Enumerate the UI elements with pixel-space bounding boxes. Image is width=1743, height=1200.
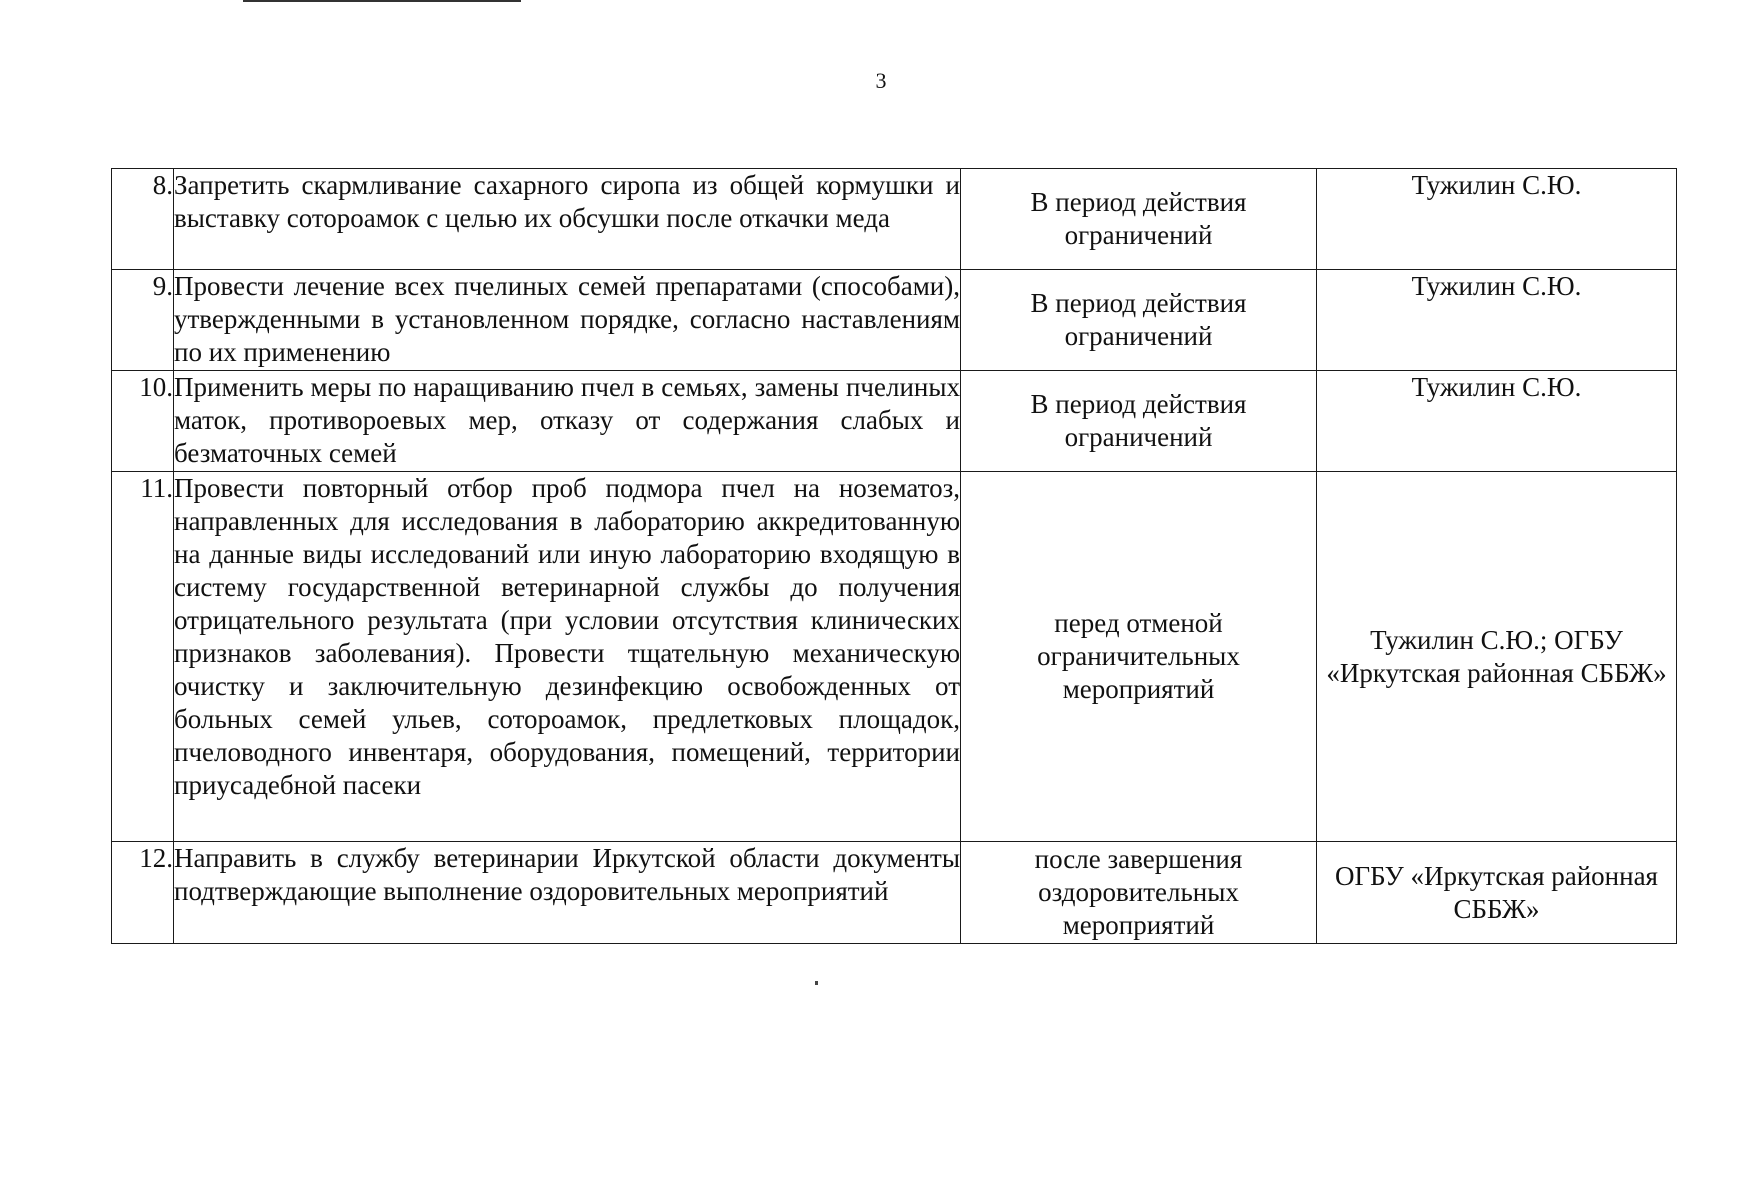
page-number: 3: [875, 68, 887, 93]
table-row: [112, 371, 1677, 472]
responsible-cell: Тужилин С.Ю.: [1317, 169, 1677, 270]
responsible-cell: Тужилин С.Ю.; ОГБУ «Иркутская районная СББЖ»: [1317, 472, 1677, 842]
responsible-cell: Тужилин С.Ю.: [1317, 270, 1677, 371]
responsible-cell: Тужилин С.Ю.: [1317, 371, 1677, 472]
measures-table: [111, 168, 1677, 944]
row-number: 9.: [112, 270, 174, 371]
term-cell: после завершения оздоровительных мероприятий: [961, 842, 1317, 944]
row-number: 11.: [112, 472, 174, 842]
scan-dot: [815, 981, 818, 985]
term-cell: В период действия ограничений: [961, 371, 1317, 472]
term-cell: перед отменой ограничительных мероприятий: [961, 472, 1317, 842]
row-number: 10.: [112, 371, 174, 472]
table-row: [112, 472, 1677, 842]
responsible-cell: ОГБУ «Иркутская районная СББЖ»: [1317, 842, 1677, 944]
action-cell: Применить меры по наращиванию пчел в семьях, замены пчелиных маток, противороевых мер, отказу от содержания слабых и безматочных семей: [174, 371, 961, 472]
table-row: [112, 842, 1677, 944]
action-cell: Направить в службу ветеринарии Иркутской области документы подтверждающие выполнение оздоровительных мероприятий: [174, 842, 961, 944]
term-cell: В период действия ограничений: [961, 169, 1317, 270]
table-row: [112, 270, 1677, 371]
table-row: [112, 169, 1677, 270]
action-cell: Запретить скармливание сахарного сиропа из общей кормушки и выставку сотороамок с целью их обсушки после откачки меда: [174, 169, 961, 270]
action-cell: Провести повторный отбор проб подмора пчел на нозематоз, направленных для исследования в лабораторию аккредитованную на данные виды исследований или иную лабораторию входящую в систему государственной ветеринарной службы до получения отрицательного результата (при условии отсутствия клинических признаков заболевания). Провести тщательную механическую очистку и заключительную дезинфекцию освобожденных от больных семей ульев, сотороамок, предлетковых площадок, пчеловодного инвентаря, оборудования, помещений, территории приусадебной пасеки: [174, 472, 961, 842]
row-number: 8.: [112, 169, 174, 270]
action-cell: Провести лечение всех пчелиных семей препаратами (способами), утвержденными в установленном порядке, согласно наставлениям по их применению: [174, 270, 961, 371]
term-cell: В период действия ограничений: [961, 270, 1317, 371]
scan-edge-line: [243, 0, 521, 2]
row-number: 12.: [112, 842, 174, 944]
